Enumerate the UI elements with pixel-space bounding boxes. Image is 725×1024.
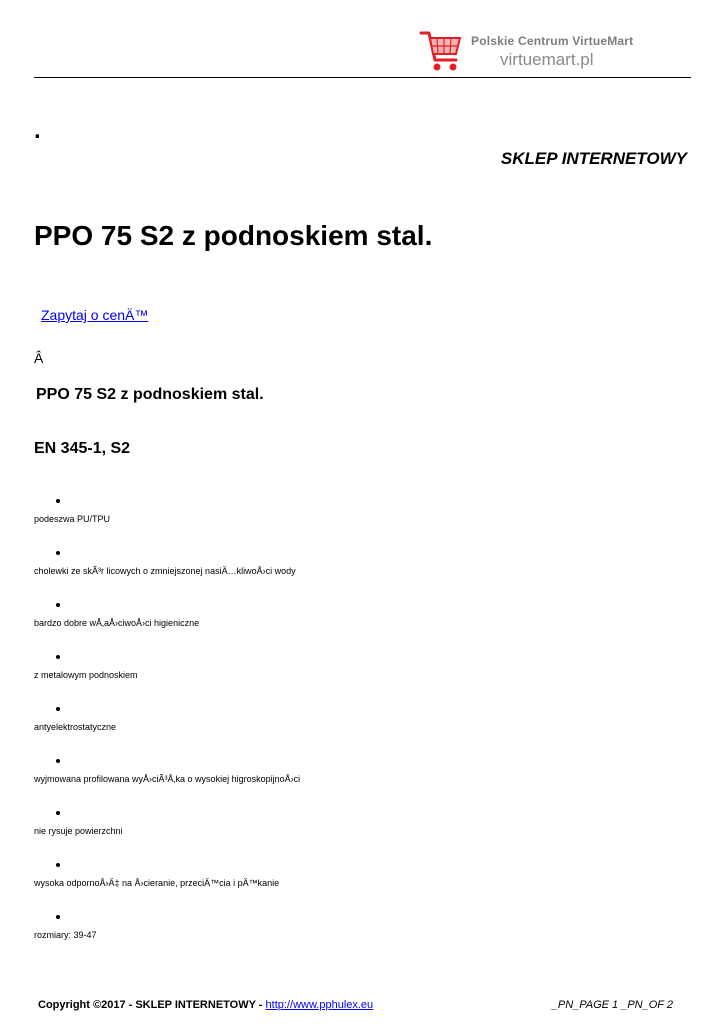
feature-text: nie rysuje powierzchni	[34, 826, 123, 836]
page-number: _PN_PAGE 1 _PN_OF 2	[551, 999, 673, 1011]
list-item	[0, 649, 725, 701]
page-title: PPO 75 S2 z podnoskiem stal.	[34, 220, 433, 251]
bullet-icon	[56, 863, 60, 867]
feature-text: rozmiary: 39-47	[34, 930, 97, 940]
stray-character: Â	[34, 350, 44, 366]
list-item	[0, 909, 725, 961]
bullet-icon	[56, 603, 60, 607]
list-item	[0, 857, 725, 909]
logo-title: Polskie Centrum VirtueMart	[471, 34, 634, 48]
list-item	[0, 805, 725, 857]
list-item	[0, 753, 725, 805]
feature-text: antyelektrostatyczne	[34, 722, 117, 732]
bullet-icon	[56, 759, 60, 763]
feature-text: podeszwa PU/TPU	[34, 514, 111, 524]
footer-copyright	[38, 999, 373, 1011]
product-name: PPO 75 S2 z podnoskiem stal.	[36, 386, 264, 403]
bullet-icon	[56, 915, 60, 919]
feature-text: z metalowym podnoskiem	[34, 670, 138, 680]
feature-list	[0, 493, 725, 961]
virtuemart-logo	[418, 28, 638, 76]
list-item	[0, 701, 725, 753]
logo-domain: virtuemart.pl	[500, 50, 594, 69]
bullet-icon	[56, 811, 60, 815]
ask-price-link[interactable]: Zapytaj o cenÄ™	[41, 307, 149, 323]
copyright-text: Copyright ©2017 - SKLEP INTERNETOWY -	[38, 999, 263, 1011]
list-item	[0, 597, 725, 649]
bullet-icon	[56, 655, 60, 659]
bullet-icon	[56, 707, 60, 711]
list-item	[0, 493, 725, 545]
feature-text: bardzo dobre wÅ‚aÅ›ciwoÅ›ci higieniczne	[34, 618, 200, 628]
bullet-icon	[56, 499, 60, 503]
footer-site-link[interactable]: http://www.pphulex.eu	[265, 999, 374, 1011]
shop-name: SKLEP INTERNETOWY	[500, 149, 687, 168]
header-divider	[34, 77, 691, 78]
safety-standard: EN 345-1, S2	[34, 440, 131, 457]
feature-text: wysoka odpornoÅ›Ä‡ na Å›cieranie, przeciÄ™cia i pÄ™kanie	[34, 878, 280, 888]
dot-marker: .	[34, 117, 41, 144]
feature-text: wyjmowana profilowana wyÅ›ciÃ³Å‚ka o wysokiej higroskopijnoÅ›ci	[34, 774, 301, 784]
list-item	[0, 545, 725, 597]
feature-text: cholewki ze skÃ³r licowych o zmniejszonej nasiÄ…kliwoÅ›ci wody	[34, 566, 296, 576]
bullet-icon	[56, 551, 60, 555]
shopping-cart-icon	[418, 28, 464, 74]
